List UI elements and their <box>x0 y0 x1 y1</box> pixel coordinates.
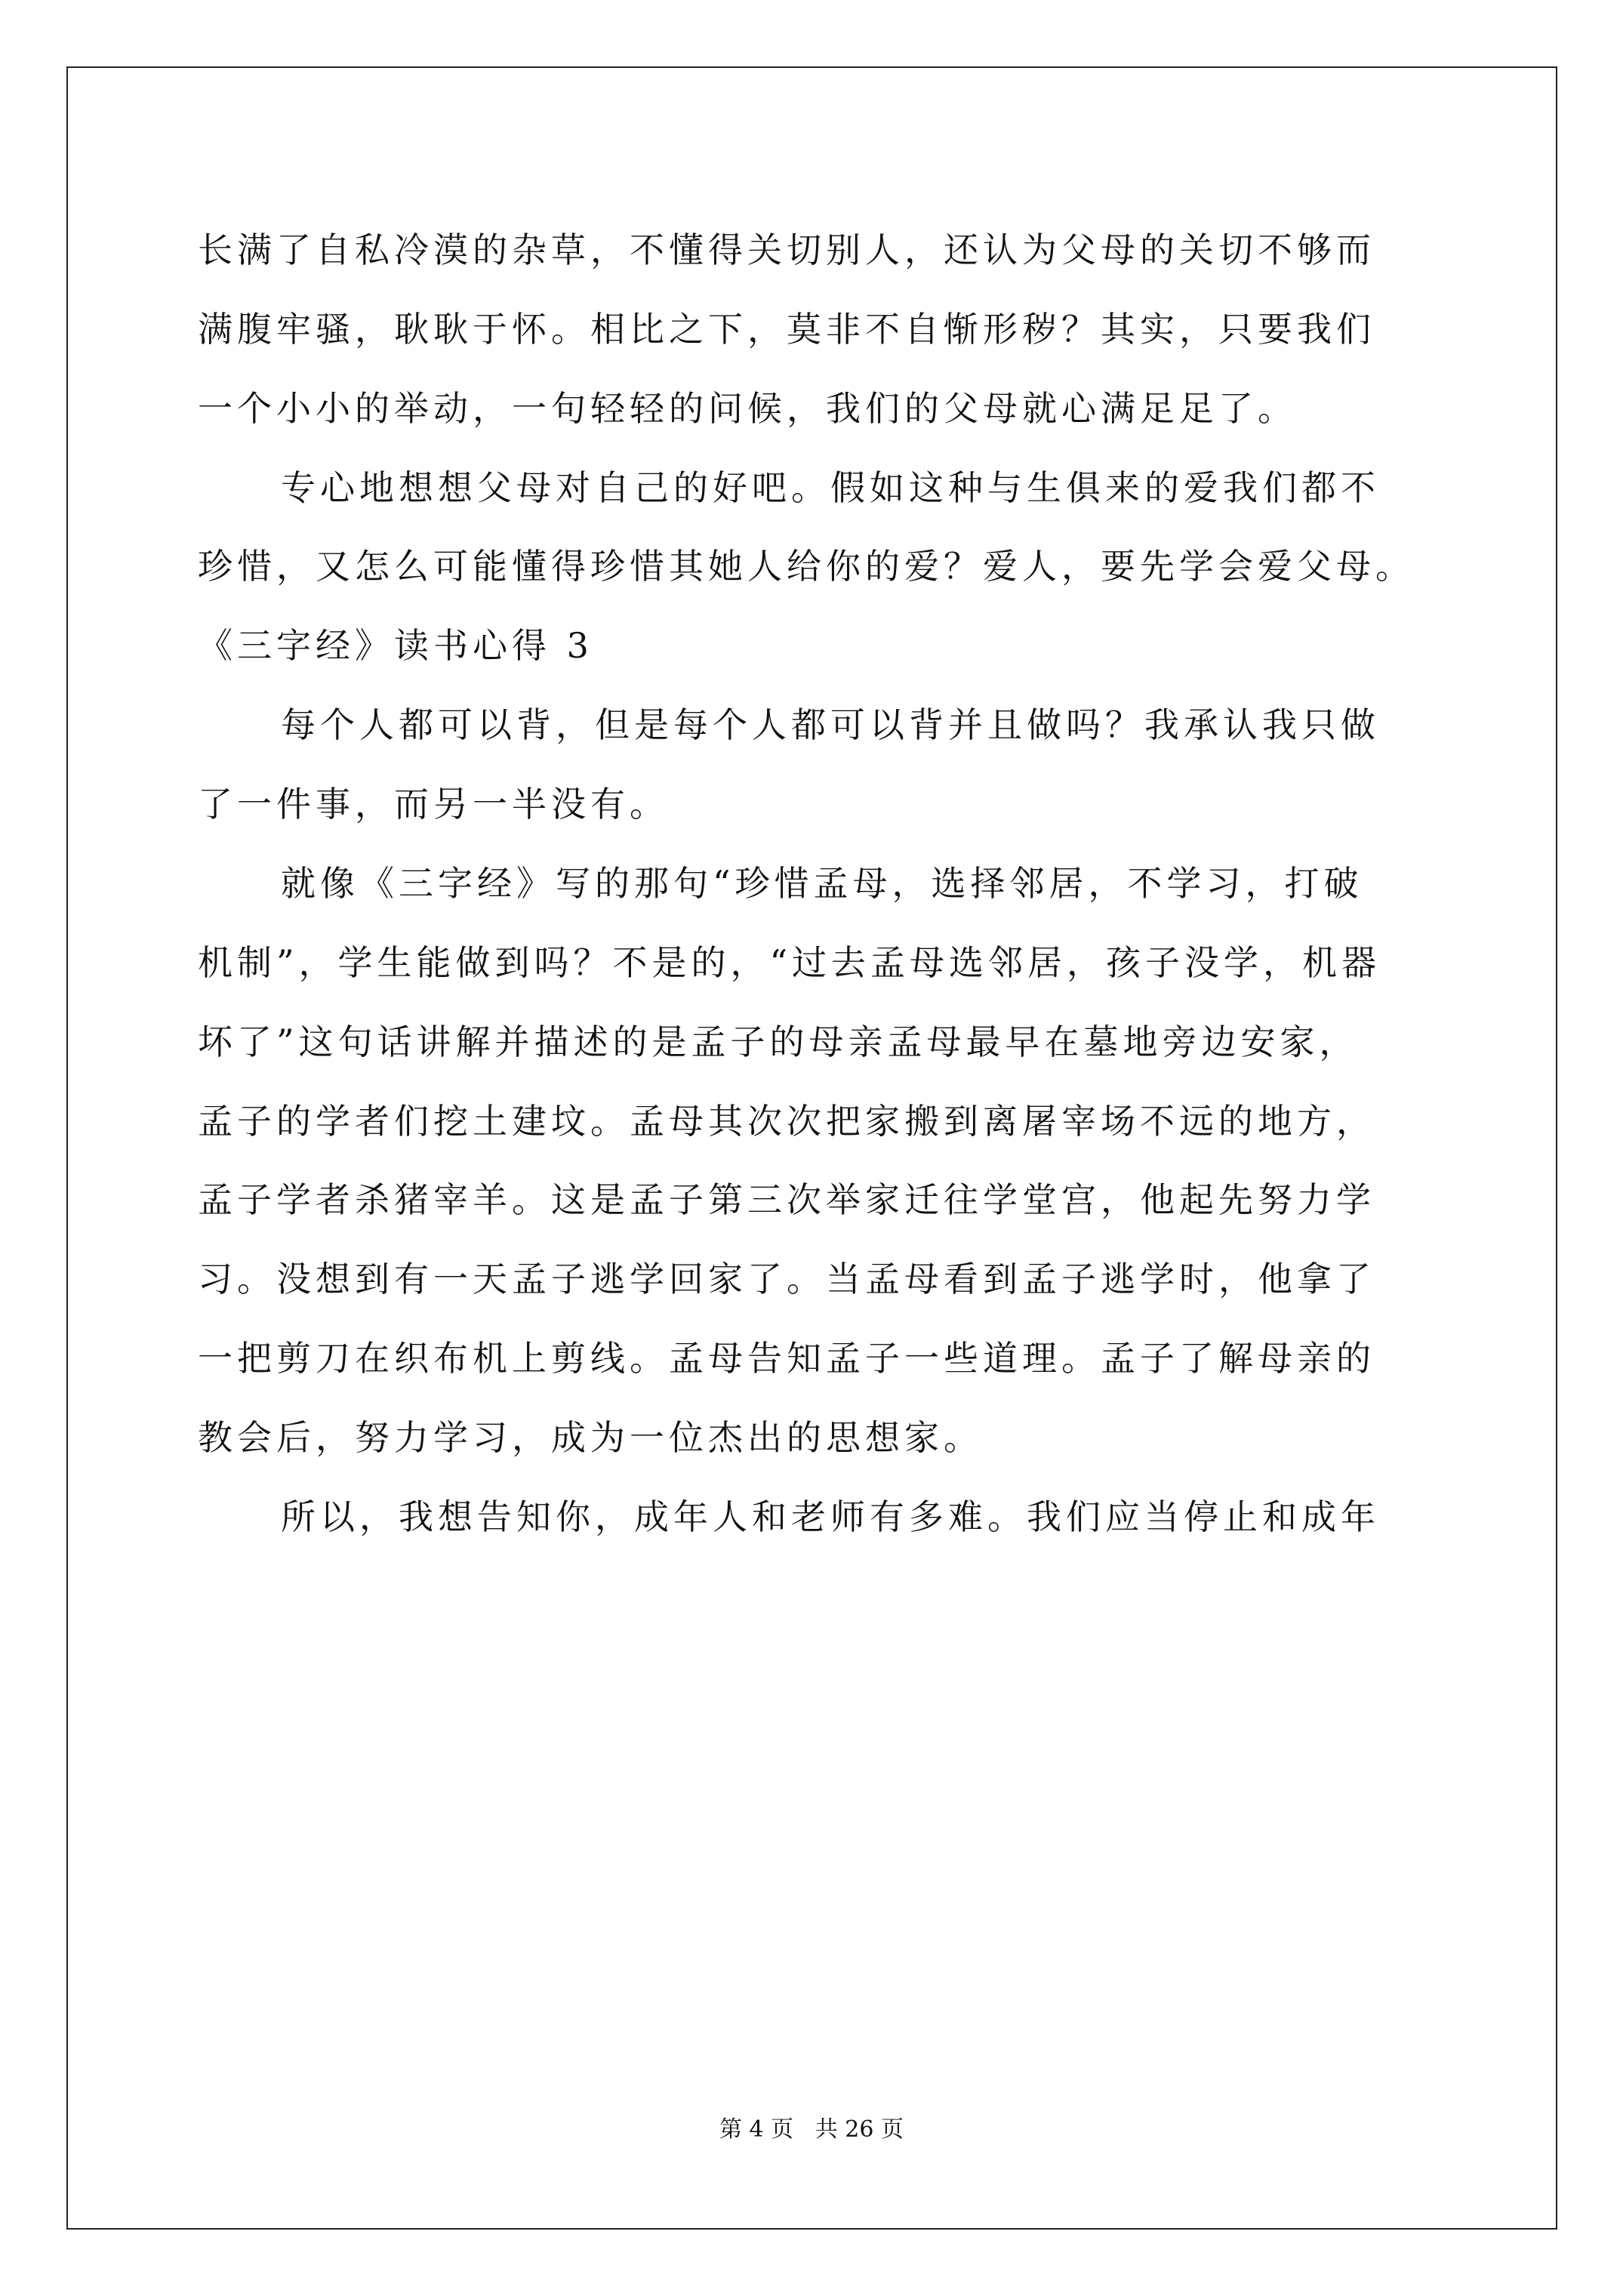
paragraph-line-12: 孟子学者杀猪宰羊。这是孟子第三次举家迁往学堂宫，他起先努力学 <box>198 1179 1375 1220</box>
paragraph-line-2: 满腹牢骚，耿耿于怀。相比之下，莫非不自惭形秽？其实，只要我们 <box>198 309 1375 350</box>
paragraph-line-10: 坏了”这句话讲解并描述的是孟子的母亲孟母最早在墓地旁边安家， <box>198 1022 1359 1062</box>
paragraph-line-8: 就像《三字经》写的那句“珍惜孟母，选择邻居，不学习，打破 <box>281 863 1363 904</box>
paragraph-line-9: 机制”，学生能做到吗？不是的，“过去孟母选邻居，孩子没学，机器 <box>198 942 1381 983</box>
paragraph-line-5: 珍惜，又怎么可能懂得珍惜其她人给你的爱？爱人，要先学会爱父母。 <box>198 546 1415 587</box>
section-title: 《三字经》读书心得 3 <box>198 625 593 666</box>
paragraph-line-16: 所以，我想告知你，成年人和老师有多难。我们应当停止和成年 <box>281 1496 1380 1537</box>
paragraph-line-4: 专心地想想父母对自己的好吧。假如这种与生俱来的爱我们都不 <box>281 467 1380 508</box>
paragraph-line-7: 了一件事，而另一半没有。 <box>198 784 669 824</box>
paragraph-line-1: 长满了自私冷漠的杂草，不懂得关切别人，还认为父母的关切不够而 <box>198 230 1375 270</box>
paragraph-line-14: 一把剪刀在织布机上剪线。孟母告知孟子一些道理。孟子了解母亲的 <box>198 1338 1375 1379</box>
paragraph-line-6: 每个人都可以背，但是每个人都可以背并且做吗？我承认我只做 <box>281 704 1380 745</box>
paragraph-line-3: 一个小小的举动，一句轻轻的问候，我们的父母就心满足足了。 <box>198 388 1297 429</box>
paragraph-line-13: 习。没想到有一天孟子逃学回家了。当孟母看到孟子逃学时，他拿了 <box>198 1259 1375 1299</box>
paragraph-line-15: 教会后，努力学习，成为一位杰出的思想家。 <box>198 1417 983 1458</box>
paragraph-line-11: 孟子的学者们挖土建坟。孟母其次次把家搬到离屠宰场不远的地方， <box>198 1101 1375 1142</box>
page-footer: 第 4 页 共 26 页 <box>719 2116 904 2143</box>
